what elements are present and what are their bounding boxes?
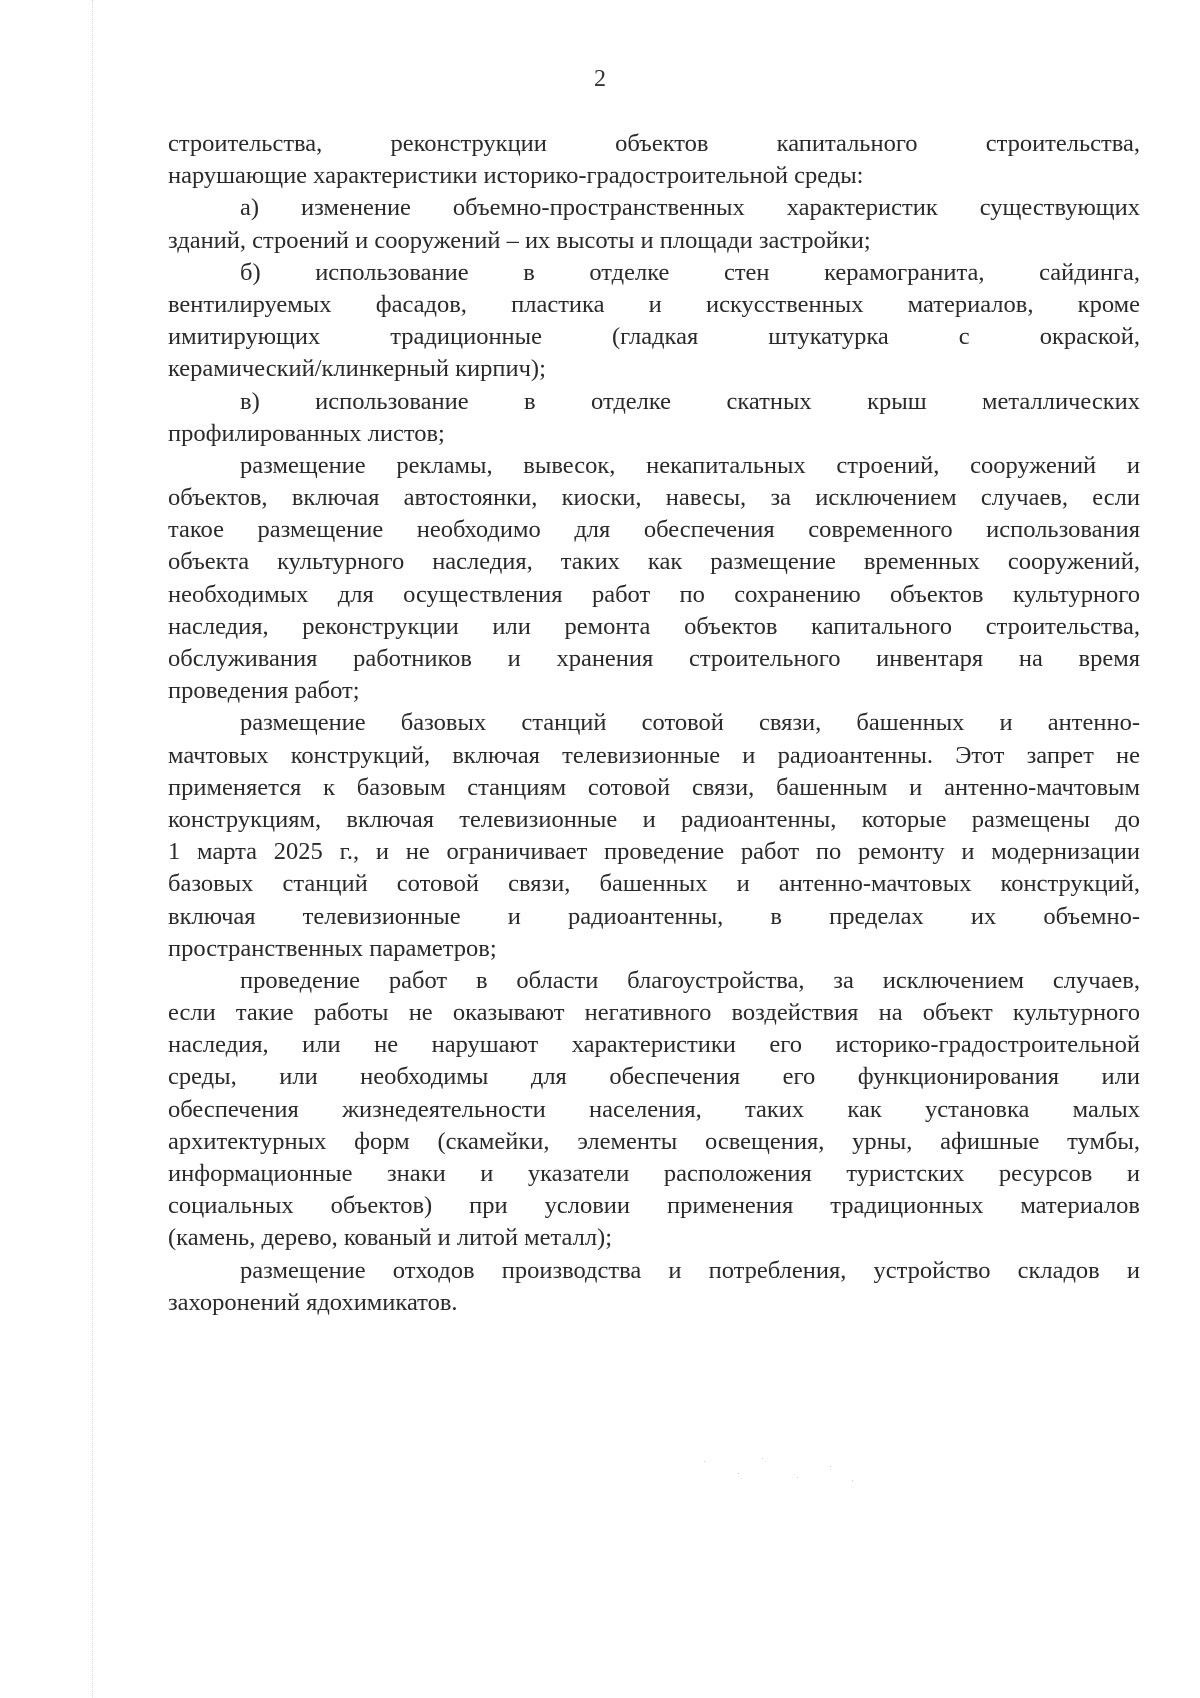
text-line: проведения работ; (168, 677, 360, 705)
text-line: объекта культурного наследия, таких как размещение временных сооружений, (168, 548, 1140, 576)
text-line: базовых станций сотовой связи, башенных и антенно-мачтовых конструкций, (168, 870, 1140, 898)
paragraph-first-line: в) использование в отделке скатных крыш металлических (240, 387, 1140, 415)
scan-noise (700, 1455, 860, 1485)
paragraph-first-line: проведение работ в области благоустройства, за исключением случаев, (240, 966, 1140, 994)
text-line: вентилируемых фасадов, пластика и искусственных материалов, кроме (168, 290, 1140, 318)
text-line: обеспечения жизнедеятельности населения, таких как установка малых (168, 1095, 1140, 1123)
text-line: такое размещение необходимо для обеспечения современного использования (168, 516, 1140, 544)
paragraph-first-line: размещение рекламы, вывесок, некапитальных строений, сооружений и (240, 451, 1140, 479)
text-line: социальных объектов) при условии применения традиционных материалов (168, 1192, 1140, 1220)
page-number: 2 (594, 66, 606, 92)
paragraph-first-line: размещение базовых станций сотовой связи, башенных и антенно- (240, 709, 1140, 737)
text-line: необходимых для осуществления работ по сохранению объектов культурного (168, 580, 1140, 608)
text-line: керамический/клинкерный кирпич); (168, 355, 546, 383)
text-line: (камень, дерево, кованый и литой металл); (168, 1224, 613, 1252)
text-line: если такие работы не оказывают негативного воздействия на объект культурного (168, 999, 1140, 1027)
text-line: конструкциям, включая телевизионные и радиоантенны, которые размещены до (168, 805, 1140, 833)
text-line: информационные знаки и указатели расположения туристских ресурсов и (168, 1160, 1140, 1187)
text-line: архитектурных форм (скамейки, элементы освещения, урны, афишные тумбы, (168, 1127, 1140, 1155)
document-body (168, 128, 1140, 1319)
text-line: пространственных параметров; (168, 934, 497, 962)
text-line: применяется к базовым станциям сотовой связи, башенным и антенно-мачтовым (168, 773, 1140, 801)
paragraph-first-line: б) использование в отделке стен керамогранита, сайдинга, (240, 258, 1140, 286)
paragraph-first-line: а) изменение объемно-пространственных характеристик существующих (240, 194, 1140, 222)
text-line: объектов, включая автостоянки, киоски, навесы, за исключением случаев, если (168, 484, 1140, 512)
text-line: мачтовых конструкций, включая телевизионные и радиоантенны. Этот запрет не (168, 741, 1140, 769)
text-line: наследия, или не нарушают характеристики его историко-градостроительной (168, 1031, 1140, 1059)
text-line: зданий, строений и сооружений – их высоты и площади застройки; (168, 226, 871, 254)
text-line: среды, или необходимы для обеспечения его функционирования или (168, 1063, 1140, 1091)
text-line: включая телевизионные и радиоантенны, в пределах их объемно- (168, 902, 1140, 930)
text-line: профилированных листов; (168, 419, 445, 447)
text-line: захоронений ядохимикатов. (168, 1288, 458, 1316)
text-line: строительства, реконструкции объектов капитального строительства, (168, 130, 1140, 157)
scan-edge-line (92, 0, 93, 1698)
text-line: нарушающие характеристики историко-градостроительной среды: (168, 162, 864, 190)
text-line: обслуживания работников и хранения строительного инвентаря на время (168, 645, 1140, 672)
paragraph-first-line: размещение отходов производства и потребления, устройство складов и (240, 1256, 1140, 1284)
text-line: имитирующих традиционные (гладкая штукатурка с окраской, (168, 323, 1140, 351)
text-line: наследия, реконструкции или ремонта объектов капитального строительства, (168, 612, 1140, 640)
text-line: 1 марта 2025 г., и не ограничивает проведение работ по ремонту и модернизации (168, 838, 1140, 866)
